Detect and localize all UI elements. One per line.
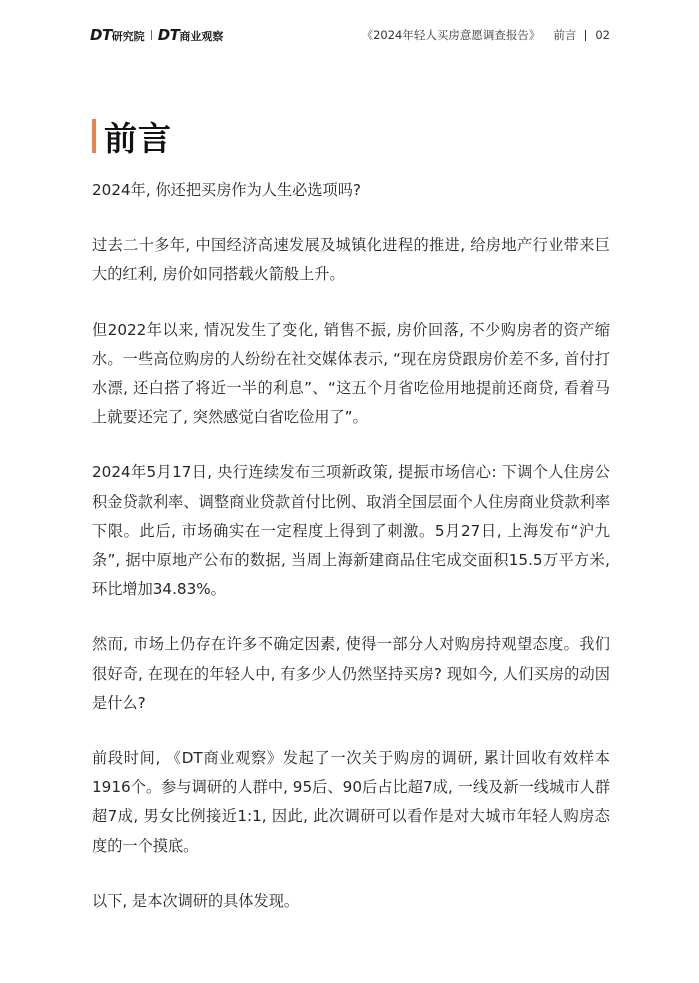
dt-research-logo-text: 研究院 [111,30,145,43]
dt-research-logo [90,26,145,44]
paragraph-3: 但2022年以来, 情况发生了变化, 销售不振, 房价回落, 不少购房者的资产缩水。一些高位购房的人纷纷在社交媒体表示, “现在房贷跟房价差不多, 首付打水漂, 还白搭了将近一半的利息”、“这五个月省吃俭用地提前还商贷, 看着马上就要还完了, 突然感觉白省吃俭用了”。 [92,320,610,427]
page-title-block [92,116,172,156]
dt-business-logo-text: 商业观察 [179,30,224,43]
paragraph-6: 前段时间, 《DT商业观察》发起了一次关于购房的调研, 累计回收有效样本1916个。参与调研的人群中, 95后、90后占比超7成, 一线及新一线城市人群超7成, 男女比例接近1:1, 因此, 此次调研可以看作是对大城市年轻人购房态度的一个摸底。 [92,749,610,855]
body-content [92,176,610,942]
page-title: 前言 [104,118,172,158]
paragraph-4: 2024年5月17日, 央行连续发布三项新政策, 提振市场信心: 下调个人住房公积金贷款利率、调整商业贷款首付比例、取消全国层面个人住房商业贷款利率下限。此后, 市场确实在一定程度上得到了刺激。5月27日, 上海发布“沪九条”, 据中原地产公布的数据, 当周上海新建商品住宅成交面积15.5万平方米, 环比增加34.83%。 [92,463,610,599]
paragraph-1: 2024年, 你还把买房作为人生必选项吗? [92,181,361,199]
header-section-label: 前言 [553,28,577,42]
page-number: 02 [595,28,610,42]
dt-research-logo-mark: DT [90,26,112,44]
header-separator [585,30,586,41]
paragraph-5: 然而, 市场上仍存在许多不确定因素, 使得一部分人对购房持观望态度。我们很好奇, 在现在的年轻人中, 有多少人仍然坚持买房? 现如今, 人们买房的动因是什么? [92,635,610,712]
paragraph-2: 过去二十多年, 中国经济高速发展及城镇化进程的推进, 给房地产行业带来巨大的红利, 房价如同搭载火箭般上升。 [92,236,610,284]
report-title: 《2024年轻人买房意愿调查报告》 [361,28,541,42]
title-accent-bar [92,119,96,153]
page-header [90,24,610,46]
dt-business-logo-mark: DT [157,26,180,44]
paragraph-7: 以下, 是本次调研的具体发现。 [92,891,300,910]
brand-logos [90,26,223,44]
logo-divider [151,30,152,40]
header-meta [362,27,610,43]
dt-business-logo [158,26,224,44]
